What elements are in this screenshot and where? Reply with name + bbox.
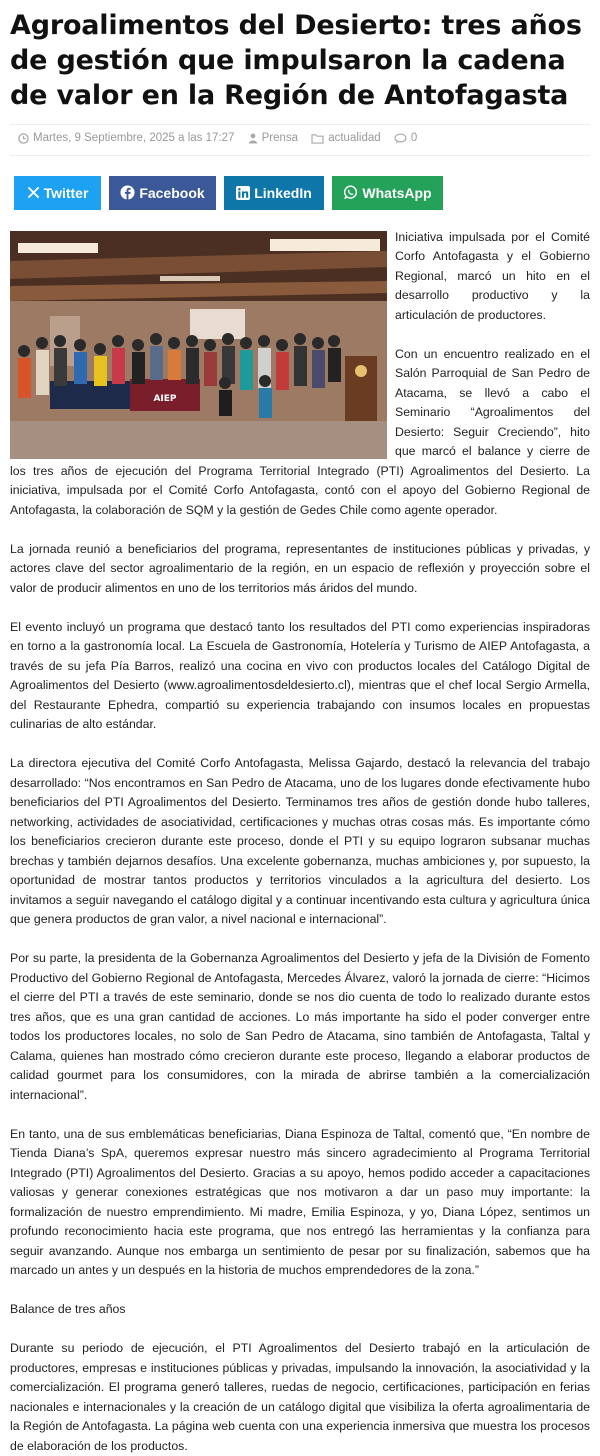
clock-icon xyxy=(18,133,29,144)
twitter-share-button[interactable] xyxy=(14,176,101,210)
user-icon xyxy=(248,133,258,144)
whatsapp-icon xyxy=(343,185,358,200)
twitter-share-label: Twitter xyxy=(44,185,89,201)
linkedin-icon xyxy=(236,186,250,200)
comment-icon xyxy=(394,133,407,144)
whatsapp-share-label: WhatsApp xyxy=(362,185,431,201)
article-body xyxy=(10,228,590,1456)
article-title: Agroalimentos del Desierto: tres años de gestión que impulsaron la cadena de valor en la Región de Antofagasta xyxy=(10,0,590,113)
article-paragraph: La directora ejecutiva del Comité Corfo Antofagasta, Melissa Gajardo, destacó la relevancia del trabajo desarrollado: “Nos encontramos en San Pedro de Atacama, uno de los lugares donde efectivamente hubo beneficiarios del PTI Agroalimentos del Desierto. Terminamos tres años de gestión donde hubo talleres, networking, actividades de asociatividad, certificaciones y muchas otras cosas más. Es importante cómo los beneficiarios crecieron durante este proceso, donde el PTI y su equipo lograron subsanar muchas brechas y también dejarnos desafíos. Una excelente gobernanza, muchas ambiciones y, por supuesto, la oportunidad de mostrar tantos productos y territorios vinculados a la agricultura del desierto. Los invitamos a seguir navegando el catálogo digital y a continuar incentivando esta cultura y agricultura única que genera productos de gran valor, a nivel nacional e internacional”. xyxy=(10,754,590,930)
article-paragraph: Por su parte, la presidenta de la Gobernanza Agroalimentos del Desierto y jefa de la División de Fomento Productivo del Gobierno Regional de Antofagasta, Mercedes Álvarez, valoró la jornada de cierre: “Hicimos el cierre del PTI a través de este seminario, donde se nos dio cuenta de todo lo realizado durante estos tres años, que es una gran cantidad de acciones. Lo más importante ha sido el poder converger entre todos los productores locales, no solo de San Pedro de Atacama, sino también de Antofagasta, Taltal y Calama, quienes han mostrado cómo crecieron durante este proceso, llegando a elaborar productos de calidad gourmet para los consumidores, con la mirada de abrirse también a la comercialización internacional”. xyxy=(10,949,590,1105)
linkedin-share-label: LinkedIn xyxy=(254,185,312,201)
whatsapp-share-button[interactable] xyxy=(332,176,443,210)
meta-date-text: Martes, 9 Septiembre, 2025 a las 17:27 xyxy=(33,132,234,144)
article-paragraph: Iniciativa impulsada por el Comité Corfo Antofagasta y el Gobierno Regional, marcó un hito en el desarrollo productivo y la articulación de productores. xyxy=(10,228,590,326)
linkedin-share-button[interactable] xyxy=(224,176,324,210)
article-paragraph: Durante su periodo de ejecución, el PTI Agroalimentos del Desierto trabajó en la articulación de productores, empresas e instituciones públicas y privadas, impulsando la innovación, la asociatividad y la comercialización. El programa generó talleres, ruedas de negocio, certificaciones, participación en ferias nacionales e internacionales y la creación de un catálogo digital que visibiliza la oferta agroalimentaria de la Región de Antofagasta. La página web cuenta con una experiencia inmersiva que muestra los procesos de elaboración de los productos. xyxy=(10,1339,590,1456)
group-photo xyxy=(10,231,387,459)
facebook-share-label: Facebook xyxy=(139,185,204,201)
meta-author-text: Prensa xyxy=(262,132,298,144)
facebook-share-button[interactable] xyxy=(109,176,216,210)
photo-banner-text: AIEP xyxy=(153,394,176,404)
folder-icon xyxy=(311,133,324,144)
article-paragraph: En tanto, una de sus emblemáticas beneficiarias, Diana Espinoza de Taltal, comentó que, “En nombre de Tienda Diana’s SpA, queremos expresar nuestro más sincero agradecimiento al Programa Territorial Integrado (PTI) Agroalimentos del Desierto. Gracias a su apoyo, hemos podido acceder a capacitaciones valiosas y generar conexiones estratégicas que nos motivaron a dar un paso muy importante: la formalización de nuestro emprendimiento. Mi madre, Emilia Espinoza, y yo, Diana López, sentimos un profundo reconocimiento hacia este programa, que nos entregó las herramientas y la confianza para seguir avanzando. Aunque nos embarga un sentimiento de pesar por su finalización, sabemos que ha marcado un antes y un después en la historia de muchos emprendedores de la zona.” xyxy=(10,1125,590,1281)
meta-category-text: actualidad xyxy=(328,132,380,144)
section-heading: Balance de tres años xyxy=(10,1300,590,1320)
article-paragraph: La jornada reunió a beneficiarios del programa, representantes de instituciones públicas y privadas, y actores clave del sector agroalimentario de la región, en un espacio de reflexión y proyección sobre el valor de producir alimentos en uno de los territorios más áridos del mundo. xyxy=(10,540,590,599)
share-buttons xyxy=(14,176,590,210)
facebook-icon xyxy=(120,185,135,200)
article-meta xyxy=(10,124,590,156)
article-paragraph: El evento incluyó un programa que destacó tanto los resultados del PTI como experiencias inspiradoras en torno a la gastronomía local. La Escuela de Gastronomía, Hotelería y Turismo de AIEP Antofagasta, a través de su jefa Pía Barros, realizó una cocina en vivo con productos locales del Catálogo Digital de Agroalimentos del Desierto (www.agroalimentosdeldesierto.cl), mientras que el chef local Sergio Armella, del Restaurante Ephedra, compartió su experiencia trabajando con insumos locales en propuestas culinarias de alto estándar. xyxy=(10,618,590,735)
meta-author[interactable] xyxy=(248,132,298,144)
article-photo[interactable] xyxy=(10,231,387,459)
x-logo-icon xyxy=(27,186,40,199)
article-paragraph: Con un encuentro realizado en el Salón Parroquial de San Pedro de Atacama, se llevó a cabo el Seminario “Agroalimentos del Desierto: Seguir Creciendo”, hito que marcó el balance y cierre de los tres años de ejecución del Programa Territorial Integrado (PTI) Agroalimentos del Desierto. La iniciativa, impulsada por el Comité Corfo Antofagasta, contó con el apoyo del Gobierno Regional de Antofagasta, la colaboración de SQM y la gestión de Gedes Chile como agente operador. xyxy=(10,345,590,521)
meta-comments-count: 0 xyxy=(411,132,417,144)
meta-category[interactable] xyxy=(311,132,380,144)
meta-date xyxy=(18,132,234,144)
meta-comments[interactable] xyxy=(394,132,417,144)
